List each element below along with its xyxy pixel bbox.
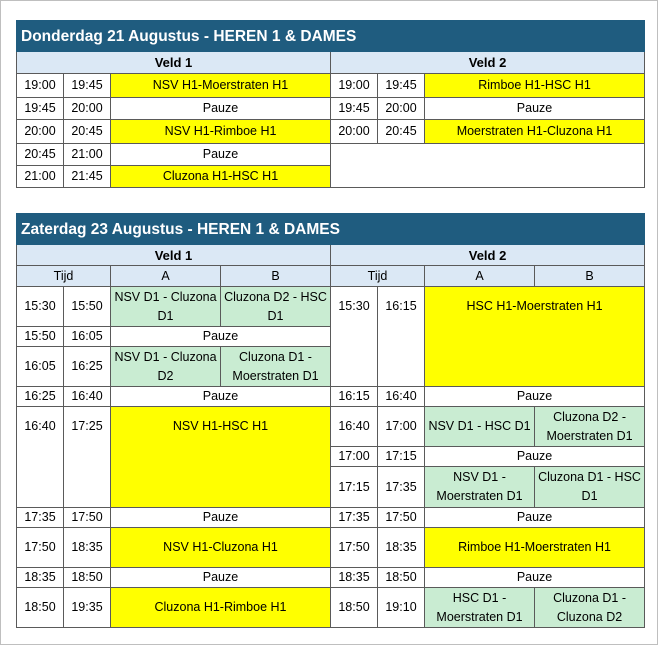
match: Cluzona D1 - Moerstraten D1 <box>221 347 331 387</box>
field-2-header: Veld 2 <box>331 52 645 74</box>
column-a-header: A <box>425 266 535 287</box>
pause: Pauze <box>111 144 331 166</box>
end-time: 19:35 <box>64 588 111 628</box>
pause: Pauze <box>111 98 331 120</box>
end-time: 17:15 <box>378 447 425 467</box>
start-time: 16:05 <box>17 347 64 387</box>
match: NSV D1 - Moerstraten D1 <box>425 467 535 508</box>
start-time: 21:00 <box>17 166 64 188</box>
table-row <box>17 407 645 447</box>
start-time: 16:25 <box>17 387 64 407</box>
start-time: 16:40 <box>331 407 378 447</box>
start-time: 17:35 <box>331 508 378 528</box>
end-time: 17:00 <box>378 407 425 447</box>
end-time: 16:40 <box>378 387 425 407</box>
schedule-table-thursday <box>16 20 645 188</box>
start-time: 19:45 <box>331 98 378 120</box>
start-time: 15:30 <box>331 287 378 387</box>
start-time: 16:40 <box>17 407 64 508</box>
end-time: 21:00 <box>64 144 111 166</box>
match: Cluzona D1 - Cluzona D2 <box>535 588 645 628</box>
match: NSV H1-Rimboe H1 <box>111 120 331 144</box>
end-time: 17:35 <box>378 467 425 508</box>
pause: Pauze <box>425 508 645 528</box>
pause: Pauze <box>425 568 645 588</box>
end-time: 19:45 <box>378 74 425 98</box>
match: HSC D1 - Moerstraten D1 <box>425 588 535 628</box>
end-time: 18:50 <box>64 568 111 588</box>
start-time: 20:00 <box>331 120 378 144</box>
end-time: 18:35 <box>64 528 111 568</box>
time-header: Tijd <box>331 266 425 287</box>
end-time: 20:00 <box>378 98 425 120</box>
end-time: 19:10 <box>378 588 425 628</box>
end-time: 15:50 <box>64 287 111 327</box>
column-b-header: B <box>535 266 645 287</box>
end-time: 18:35 <box>378 528 425 568</box>
day-title: Donderdag 21 Augustus - HEREN 1 & DAMES <box>17 21 645 52</box>
pause: Pauze <box>111 508 331 528</box>
pause: Pauze <box>111 387 331 407</box>
end-time: 16:05 <box>64 327 111 347</box>
start-time: 17:50 <box>17 528 64 568</box>
start-time: 17:15 <box>331 467 378 508</box>
end-time: 20:45 <box>378 120 425 144</box>
end-time: 19:45 <box>64 74 111 98</box>
table-row <box>17 120 645 144</box>
empty-cell <box>331 144 645 188</box>
start-time: 20:45 <box>17 144 64 166</box>
time-header: Tijd <box>17 266 111 287</box>
end-time: 16:25 <box>64 347 111 387</box>
end-time: 17:50 <box>378 508 425 528</box>
match: Cluzona H1-Rimboe H1 <box>111 588 331 628</box>
start-time: 18:50 <box>331 588 378 628</box>
schedule-table-saturday <box>16 213 645 628</box>
match: Moerstraten H1-Cluzona H1 <box>425 120 645 144</box>
start-time: 20:00 <box>17 120 64 144</box>
match: NSV H1-Moerstraten H1 <box>111 74 331 98</box>
table-row <box>17 74 645 98</box>
end-time: 17:25 <box>64 407 111 508</box>
table-row <box>17 144 645 166</box>
field-1-header: Veld 1 <box>17 52 331 74</box>
pause: Pauze <box>111 327 331 347</box>
end-time: 17:50 <box>64 508 111 528</box>
start-time: 16:15 <box>331 387 378 407</box>
match: Cluzona H1-HSC H1 <box>111 166 331 188</box>
column-a-header: A <box>111 266 221 287</box>
end-time: 18:50 <box>378 568 425 588</box>
match: Cluzona D2 - Moerstraten D1 <box>535 407 645 447</box>
field-2-header: Veld 2 <box>331 245 645 266</box>
start-time: 18:35 <box>17 568 64 588</box>
table-row <box>17 568 645 588</box>
table-row <box>17 528 645 568</box>
day-title: Zaterdag 23 Augustus - HEREN 1 & DAMES <box>17 214 645 245</box>
pause: Pauze <box>425 447 645 467</box>
start-time: 17:50 <box>331 528 378 568</box>
start-time: 17:35 <box>17 508 64 528</box>
pause: Pauze <box>425 387 645 407</box>
pause: Pauze <box>111 568 331 588</box>
start-time: 18:50 <box>17 588 64 628</box>
table-row <box>17 387 645 407</box>
field-1-header: Veld 1 <box>17 245 331 266</box>
start-time: 19:45 <box>17 98 64 120</box>
pause: Pauze <box>425 98 645 120</box>
table-row <box>17 508 645 528</box>
match: Rimboe H1-HSC H1 <box>425 74 645 98</box>
table-row <box>17 287 645 327</box>
start-time: 19:00 <box>331 74 378 98</box>
column-b-header: B <box>221 266 331 287</box>
match: Cluzona D1 - HSC D1 <box>535 467 645 508</box>
table-row <box>17 98 645 120</box>
end-time: 20:45 <box>64 120 111 144</box>
table-row <box>17 588 645 628</box>
start-time: 18:35 <box>331 568 378 588</box>
match: NSV D1 - HSC D1 <box>425 407 535 447</box>
match: NSV D1 - Cluzona D1 <box>111 287 221 327</box>
match: Rimboe H1-Moerstraten H1 <box>425 528 645 568</box>
end-time: 16:15 <box>378 287 425 387</box>
start-time: 19:00 <box>17 74 64 98</box>
match: NSV H1-HSC H1 <box>111 407 331 508</box>
start-time: 15:50 <box>17 327 64 347</box>
match: NSV D1 - Cluzona D2 <box>111 347 221 387</box>
end-time: 20:00 <box>64 98 111 120</box>
match: Cluzona D2 - HSC D1 <box>221 287 331 327</box>
start-time: 15:30 <box>17 287 64 327</box>
end-time: 16:40 <box>64 387 111 407</box>
match: HSC H1-Moerstraten H1 <box>425 287 645 387</box>
start-time: 17:00 <box>331 447 378 467</box>
end-time: 21:45 <box>64 166 111 188</box>
match: NSV H1-Cluzona H1 <box>111 528 331 568</box>
